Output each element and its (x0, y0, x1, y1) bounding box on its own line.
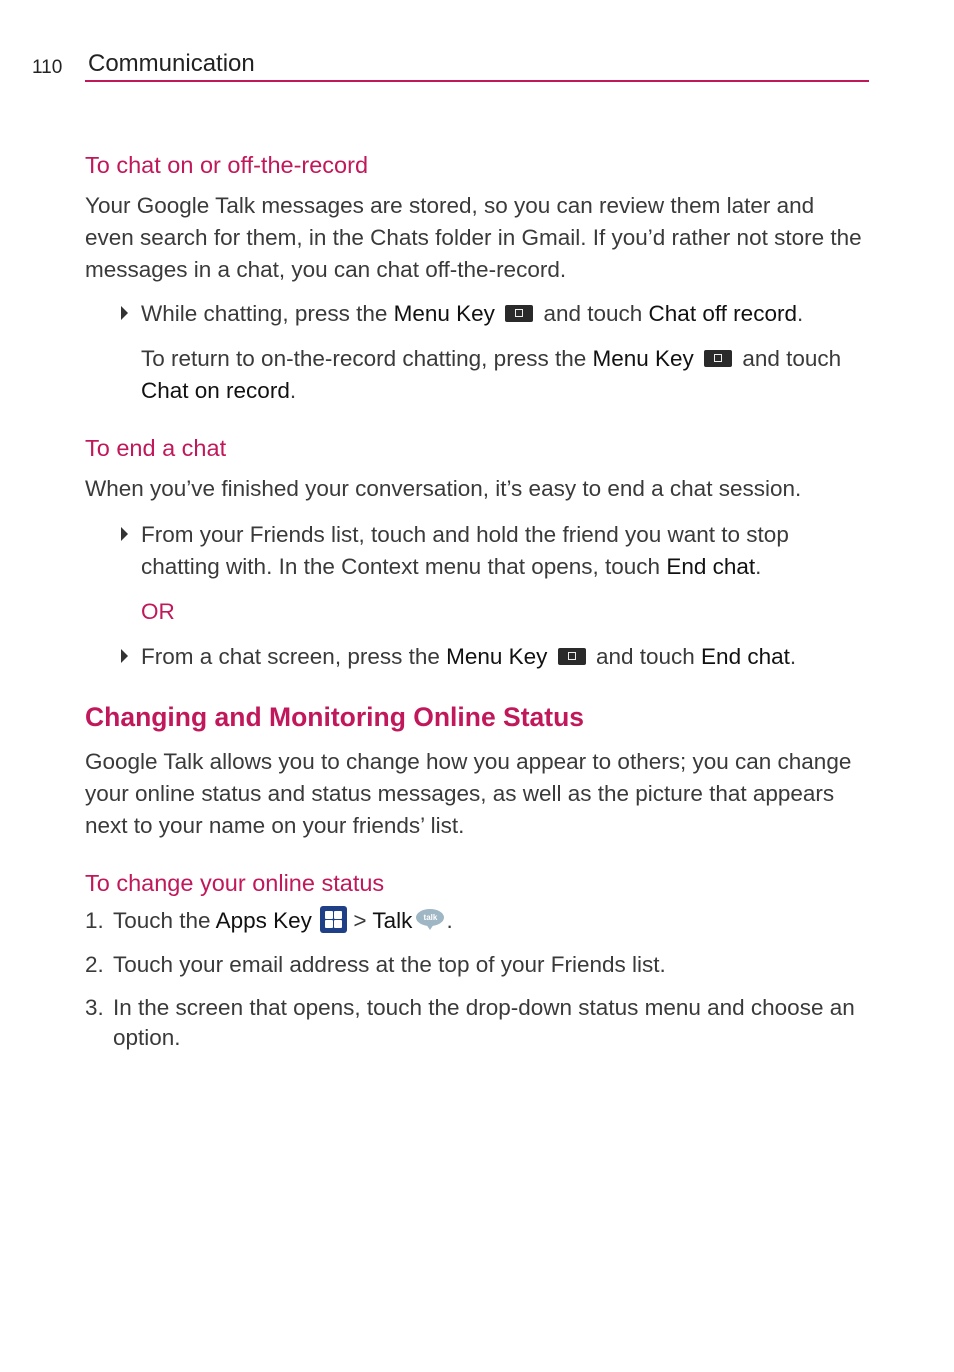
triangle-bullet-icon (121, 527, 128, 541)
off-record-heading: To chat on or off-the-record (85, 152, 369, 178)
menu-key-icon (704, 350, 732, 367)
page-number: 110 (32, 57, 63, 78)
change-status-heading: To change your online status (85, 870, 385, 896)
menu-key-icon (558, 648, 586, 665)
or-label: OR (141, 599, 175, 624)
list-item: 2. Touch your email address at the top of your Friends list. (85, 952, 666, 977)
status-section-intro: Google Talk allows you to change how you appear to others; you can change your online status and status messages, as well as the picture that appears next to your name on your friends’ list. (85, 749, 852, 838)
talk-icon: talk (416, 909, 446, 931)
triangle-bullet-icon (121, 306, 128, 320)
apps-key-icon (320, 906, 347, 933)
list-item: 1. Touch the Apps Key > Talk talk . (85, 908, 453, 933)
off-record-bullet: While chatting, press the Menu Key and touch Chat off record. (85, 298, 869, 330)
status-section-heading: Changing and Monitoring Online Status (85, 702, 585, 732)
list-item: 3. In the screen that opens, touch the drop-down status menu and choose an option. (85, 995, 855, 1050)
end-chat-bullet-friends: From your Friends list, touch and hold the friend you want to stop chatting with. In the Context menu that opens, touch End chat. (85, 519, 869, 583)
menu-key-icon (505, 305, 533, 322)
off-record-intro: Your Google Talk messages are stored, so you can review them later and even search for them, in the Chats folder in Gmail. If you’d rather not store the messages in a chat, you can chat off-the-record. (85, 193, 862, 282)
triangle-bullet-icon (121, 649, 128, 663)
end-chat-heading: To end a chat (85, 435, 227, 461)
page-content (85, 148, 869, 1053)
section-title: Communication (88, 50, 255, 77)
end-chat-bullet-screen: From a chat screen, press the Menu Key and touch End chat. (85, 641, 869, 673)
header-rule (85, 80, 869, 82)
on-record-instruction: To return to on-the-record chatting, press the Menu Key and touch Chat on record. (141, 346, 842, 403)
end-chat-intro: When you’ve finished your conversation, it’s easy to end a chat session. (85, 476, 802, 501)
